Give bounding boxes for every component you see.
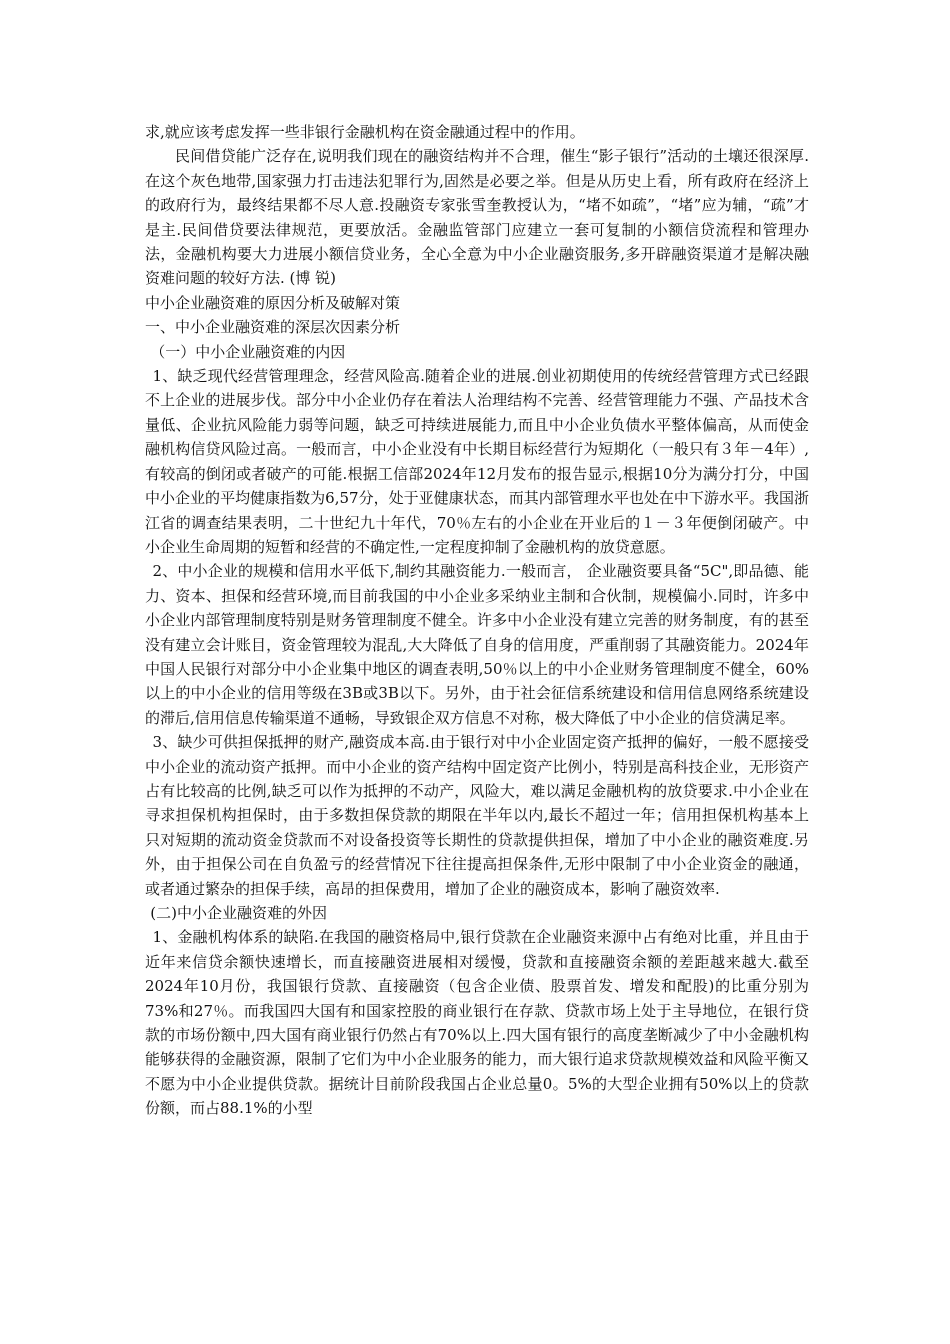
paragraph-internal-2: 2、中小企业的规模和信用水平低下,制约其融资能力.一般而言， 企业融资要具备“5C",即品德、能力、资本、担保和经营环境,而目前我国的中小企业多采纳业主制和合伙制，规模偏小.同时，许多中小企业内部管理制度特别是财务管理制度不健全。许多中小企业没有建立完善的财务制度，有的甚至没有建立会计账目，资金管理较为混乱,大大降低了自身的信用度，严重削弱了其融资能力。2024年中国人民银行对部分中小企业集中地区的调查表明,50％以上的中小企业财务管理制度不健全，60%以上的中小企业的信用等级在3B或3B以下。另外，由于社会征信系统建设和信用信息网络系统建设的滞后,信用信息传输渠道不通畅，导致银企双方信息不对称，极大降低了中小企业的信贷满足率。: [145, 562, 809, 727]
subsection-heading-internal: （一）中小企业融资难的内因: [150, 342, 346, 361]
paragraph-private-lending: 民间借贷能广泛存在,说明我们现在的融资结构并不合理，催生“影子银行”活动的土壤还很深厚.在这个灰色地带,国家强力打击违法犯罪行为,固然是必要之举。但是从历史上看，所有政府在经济上的政府行为，最终结果都不尽人意.投融资专家张雪奎教授认为，“堵不如疏”，“堵”应为辅，“疏”才是主.民间借贷要法律规范，更要放活。金融监管部门应建立一套可复制的小额信贷流程和管理办法，金融机构要大力进展小额信贷业务，全心全意为中小企业融资服务,多开辟融资渠道才是解决融资难问题的较好方法. (博 锐): [145, 147, 809, 288]
paragraph-continuation: 求,就应该考虑发挥一些非银行金融机构在资金融通过程中的作用。: [145, 123, 585, 141]
section-heading-1: 一、中小企业融资难的深层次因素分析: [145, 318, 401, 337]
document-body: [145, 120, 809, 1121]
paragraph-internal-1: 1、缺乏现代经营管理理念，经营风险高.随着企业的进展.创业初期使用的传统经营管理方式已经跟不上企业的进展步伐。部分中小企业仍存在着法人治理结构不完善、经营管理能力不强、产品技术含量低、企业抗风险能力弱等问题，缺乏可持续进展能力,而且中小企业负债水平整体偏高，从而使金融机构信贷风险过高。一般而言，中小企业没有中长期目标经营行为短期化（一般只有３年－4年）,有较高的倒闭或者破产的可能.根据工信部2024年12月发布的报告显示,根据10分为满分打分，中国中小企业的平均健康指数为6,57分，处于亚健康状态，而其内部管理水平也处在中下游水平。我国浙江省的调查结果表明，二十世纪九十年代，70％左右的小企业在开业后的１－３年便倒闭破产。中小企业生命周期的短暂和经营的不确定性,一定程度抑制了金融机构的放贷意愿。: [145, 367, 809, 556]
paragraph-internal-3: 3、缺少可供担保抵押的财产,融资成本高.由于银行对中小企业固定资产抵押的偏好，一般不愿接受中小企业的流动资产抵押。而中小企业的资产结构中固定资产比例小，特别是高科技企业，无形资产占有比较高的比例,缺乏可以作为抵押的不动产，风险大，难以满足金融机构的放贷要求.中小企业在寻求担保机构担保时，由于多数担保贷款的期限在半年以内,最长不超过一年；信用担保机构基本上只对短期的流动资金贷款而不对设备投资等长期性的贷款提供担保，增加了中小企业的融资难度.另外，由于担保公司在自负盈亏的经营情况下往往提高担保条件,无形中限制了中小企业资金的融通，或者通过繁杂的担保手续，高昂的担保费用，增加了企业的融资成本，影响了融资效率.: [145, 733, 809, 898]
subsection-heading-external: (二)中小企业融资难的外因: [150, 904, 327, 922]
article-title: 中小企业融资难的原因分析及破解对策: [145, 293, 401, 312]
paragraph-external-1: 1、金融机构体系的缺陷.在我国的融资格局中,银行贷款在企业融资来源中占有绝对比重，并且由于近年来信贷余额快速增长，而直接融资进展相对缓慢，贷款和直接融资余额的差距越来越大.截至2024年10月份，我国银行贷款、直接融资（包含企业债、股票首发、增发和配股)的比重分别为73%和27％。而我国四大国有和国家控股的商业银行在存款、贷款市场上处于主导地位，在银行贷款的市场份额中,四大国有商业银行仍然占有70%以上.四大国有银行的高度垄断减少了中小金融机构能够获得的金融资源，限制了它们为中小企业服务的能力，而大银行追求贷款规模效益和风险平衡又不愿为中小企业提供贷款。据统计目前阶段我国占企业总量0。5%的大型企业拥有50%以上的贷款份额，而占88.1%的小型: [145, 928, 809, 1118]
